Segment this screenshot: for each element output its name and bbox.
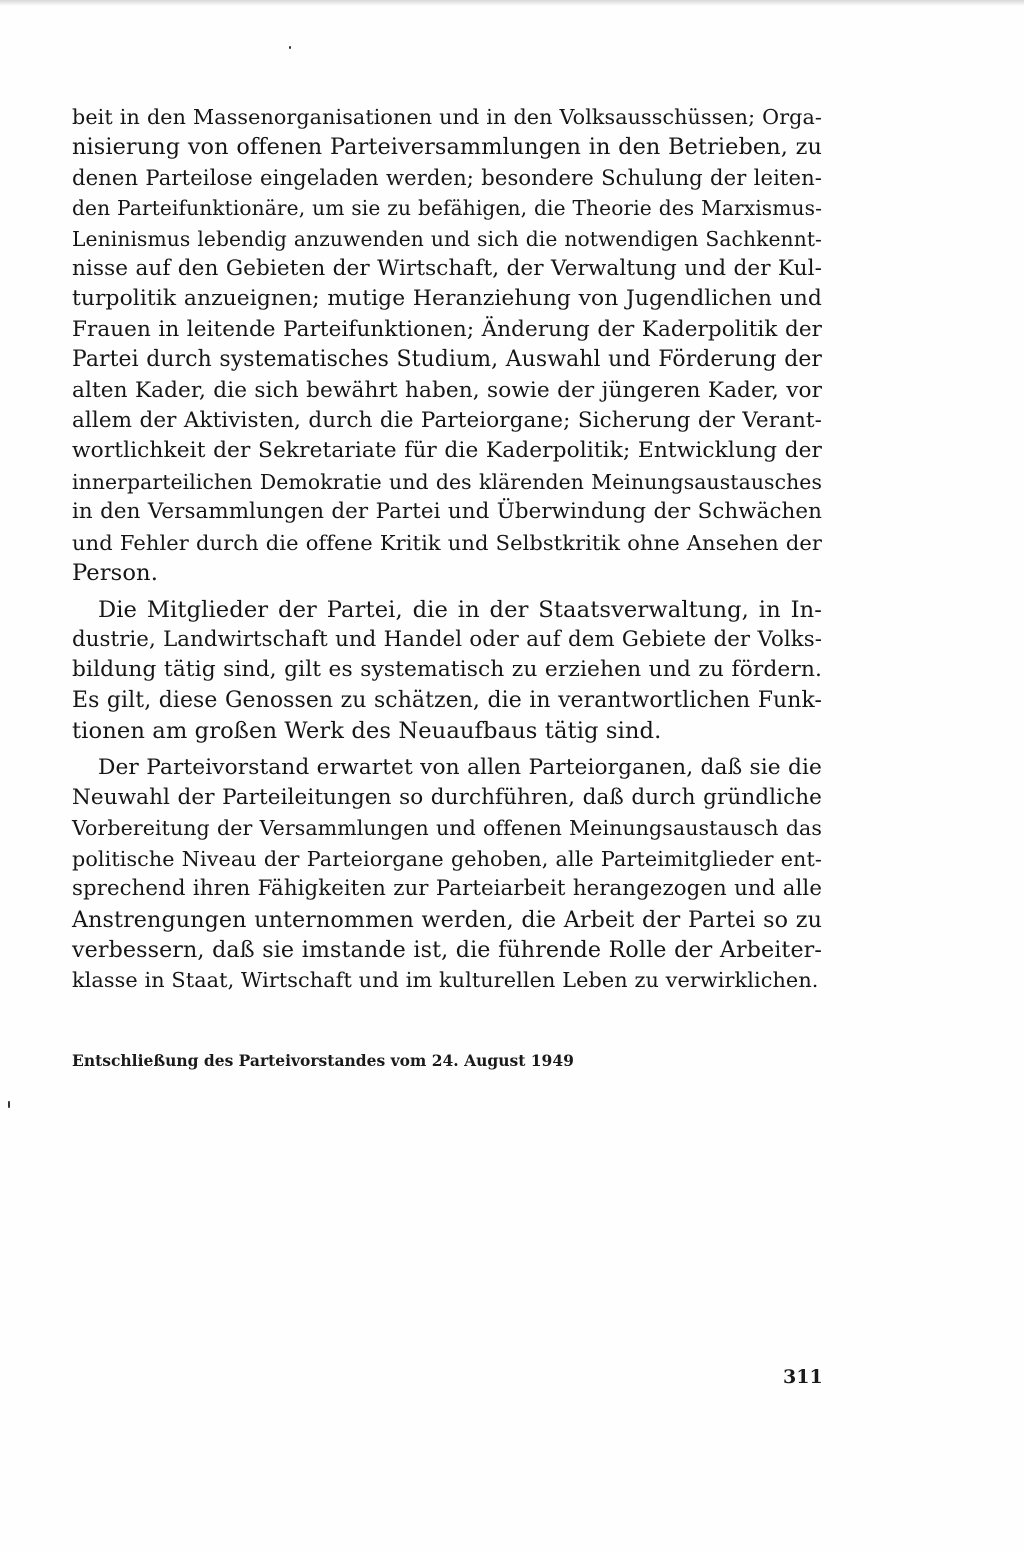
text-line: in den Versammlungen der Partei und Überwindung der Schwächen — [72, 499, 822, 525]
text-line: Es gilt, diese Genossen zu schätzen, die in verantwortlichen Funk- — [72, 687, 822, 713]
text-line: Vorbereitung der Versammlungen und offenen Meinungsaustausch das — [72, 816, 822, 841]
text-line: Neuwahl der Parteileitungen so durchführen, daß durch gründliche — [72, 784, 822, 810]
text-line: klasse in Staat, Wirtschaft und im kulturellen Leben zu verwirklichen. — [72, 968, 819, 993]
page-number: 311 — [783, 1366, 823, 1388]
text-line: Der Parteivorstand erwartet von allen Parteiorganen, daß sie die — [98, 754, 822, 780]
paragraph — [72, 102, 822, 589]
text-line: dustrie, Landwirtschaft und Handel oder auf dem Gebiete der Volks- — [72, 626, 822, 652]
text-line: wortlichkeit der Sekretariate für die Kaderpolitik; Entwicklung der — [72, 438, 822, 464]
text-line: und Fehler durch die offene Kritik und Selbstkritik ohne Ansehen der — [72, 530, 822, 555]
paragraph — [72, 595, 822, 747]
text-line: Die Mitglieder der Partei, die in der Staatsverwaltung, in In- — [98, 596, 822, 623]
text-line: denen Parteilose eingeladen werden; besondere Schulung der leiten- — [72, 164, 822, 190]
text-line: turpolitik anzueignen; mutige Heranziehung von Jugendlichen und — [72, 286, 822, 312]
source-note: Entschließung des Parteivorstandes vom 24. August 1949 — [72, 1051, 574, 1070]
text-line: allem der Aktivisten, durch die Parteiorgane; Sicherung der Verant- — [72, 408, 822, 434]
paragraph — [72, 753, 822, 996]
text-line: verbessern, daß sie imstande ist, die führende Rolle der Arbeiter- — [72, 936, 822, 963]
text-line: Person. — [72, 560, 158, 587]
text-line: Leninismus lebendig anzuwenden und sich die notwendigen Sachkennt- — [72, 226, 822, 251]
text-line: den Parteifunktionäre, um sie zu befähigen, die Theorie des Marxismus- — [72, 196, 822, 221]
text-line: beit in den Massenorganisationen und in den Volksausschüssen; Orga- — [72, 105, 822, 129]
text-line: Frauen in leitende Parteifunktionen; Änderung der Kaderpolitik der — [72, 316, 822, 342]
text-line: politische Niveau der Parteiorgane gehoben, alle Parteimitglieder ent- — [72, 846, 822, 871]
scan-top-edge — [0, 0, 1024, 6]
text-line: innerparteilichen Demokratie und des klärenden Meinungsaustausches — [72, 469, 822, 494]
scan-speck — [8, 1101, 10, 1108]
body-text — [72, 102, 822, 996]
text-line: sprechend ihren Fähigkeiten zur Parteiarbeit herangezogen und alle — [72, 876, 822, 902]
text-line: Partei durch systematisches Studium, Auswahl und Förderung der — [72, 347, 822, 373]
scan-speck — [289, 46, 291, 49]
text-line: alten Kader, die sich bewährt haben, sowie der jüngeren Kader, vor — [72, 377, 822, 403]
text-line: nisse auf den Gebieten der Wirtschaft, der Verwaltung und der Kul- — [72, 256, 822, 282]
text-line: bildung tätig sind, gilt es systematisch zu erziehen und zu fördern. — [72, 657, 822, 683]
text-line: Anstrengungen unternommen werden, die Arbeit der Partei so zu — [72, 906, 822, 933]
text-line: nisierung von offenen Parteiversammlungen in den Betrieben, zu — [72, 134, 822, 161]
text-line: tionen am großen Werk des Neuaufbaus tätig sind. — [72, 718, 662, 745]
